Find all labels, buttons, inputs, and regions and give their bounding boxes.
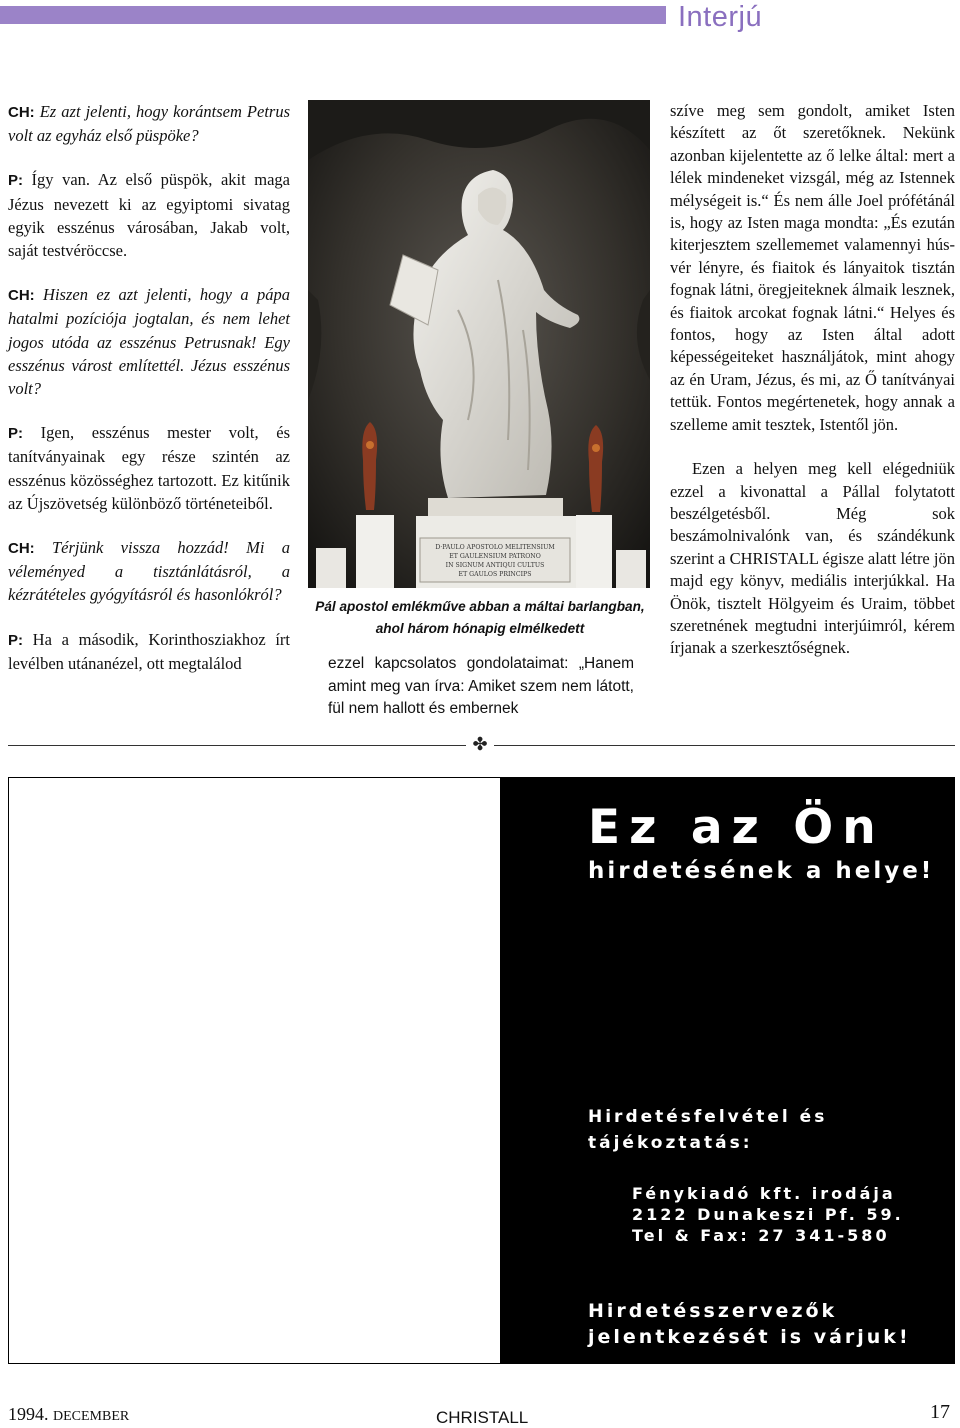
plaque-line: ET GAULOS PRINCIPS xyxy=(458,571,532,578)
plaque-line: ET GAULENSIUM PATRONO xyxy=(449,553,541,560)
ornament-icon: ✤ xyxy=(472,734,488,755)
paragraph-text: Hiszen ez azt jelenti, hogy a pápa hatalmi pozíciója jogtalan, és nem lehet jogos utóda az esszénus Petrusnak! Egy esszénus várost említettél. Jézus esszénus volt? xyxy=(8,285,290,399)
speaker-label: CH: xyxy=(8,104,35,121)
ad-closing: Hirdetésszervezők jelentkezését is várjuk! xyxy=(588,1300,911,1348)
statue-photo xyxy=(308,100,650,588)
interview-column-1 xyxy=(8,100,290,696)
interview-column-2-text: ezzel kapcsolatos gondolataimat: „Hanem amint meg van írva: Amiket szem nem látott, fül nem hallott és embernek xyxy=(328,655,634,717)
paragraph-text: Térjünk vissza hozzád! Mi a véleményed a tisztánlátásról, a kézrátételes gyógyításról és hasonlókról? xyxy=(8,538,290,605)
advertisement-panel xyxy=(500,778,955,1363)
paragraph-text: Ez azt jelenti, hogy korántsem Petrus volt az egyház első püspöke? xyxy=(8,102,290,146)
photo-caption: Pál apostol emlékműve abban a máltai barlangban, ahol három hónapig elmélkedett xyxy=(315,599,645,636)
page-number: 17 xyxy=(930,1401,950,1423)
column-paragraph: Ezen a helyen meg kell elégedniük ezzel a kivonattal a Pállal folytatott beszélgetésből. Még sok beszámolnivalónk van, és szándékunk szerint a CHRISTALL égisze alatt létre jön majd egy könyv, mediális interjúkkal. Ha Önök, tisztelt Hölgyeim és Uraim, többet szeretnének megtudni interjúimról, kérem írjanak a szerkesztőségnek. xyxy=(670,459,955,658)
address-line: Fénykiadó kft. irodája xyxy=(632,1184,896,1203)
ad-info-title: Hirdetésfelvétel és tájékoztatás: xyxy=(588,1107,828,1153)
question-paragraph xyxy=(8,283,290,400)
speaker-label: P: xyxy=(8,172,23,190)
plaque-line: IN SIGNUM ANTIQUI CULTUS xyxy=(445,562,545,569)
statue-illustration xyxy=(308,100,650,588)
paragraph-text: Igen, esszénus mester volt, és tanítványainak egy része szintén az esszénus közösséghez tartozott. Ez kitűnik az Újszövetség különböző történeteiből. xyxy=(8,423,290,513)
plaque-line: D·PAULO APOSTOLO MELITENSIUM xyxy=(435,544,555,551)
speaker-label: CH: xyxy=(8,287,35,305)
divider-left xyxy=(8,745,466,746)
speaker-label: P: xyxy=(8,425,23,443)
header-bar xyxy=(0,6,666,24)
interview-column-3 xyxy=(670,100,955,682)
answer-paragraph xyxy=(8,168,290,262)
answer-paragraph xyxy=(8,628,290,675)
speaker-label: P: xyxy=(8,631,23,649)
question-paragraph xyxy=(8,536,290,607)
footer-year: 1994. xyxy=(8,1404,49,1424)
section-title: Interjú xyxy=(678,1,763,33)
paragraph-text: Ha a második, Korinthosziakhoz írt levélben utánanézel, ott megtalálod xyxy=(8,629,290,673)
advertisement-box xyxy=(8,777,955,1364)
ad-address xyxy=(632,1183,904,1246)
ad-headline: Ez az Ön xyxy=(588,800,885,855)
speaker-label: CH: xyxy=(8,540,35,558)
address-line: Tel & Fax: 27 341-580 xyxy=(632,1226,890,1245)
column-paragraph: szíve meg sem gondolt, amiket Isten készített az őt szeretőknek. Nekünk azonban kijelentette az ő lelke által: mert a lélek mindeneket vizsgál, még az Istennek mélységeit is.“ És nem álle Joel prófétánál is, hogy az Isten maga mondta: „És ezután kiterjesztem szellememet valamennyi hús-vér lényre, és fiaitok és lányaitok tisztán fognak látni, öregjeiteknek álmaik lesznek, és fiaitok arcokat fognak látni.“ Helyes és fontos, hogy az Isten által adott képességeiteket használjátok, mint ahogy az én Uram, Jézus, és mi, az Ő tanítványai tettük. Fontos megértenetek, hogy annak a szelleme amit tesztek, Istentől jön. xyxy=(670,101,955,434)
address-line: 2122 Dunakeszi Pf. 59. xyxy=(632,1205,904,1224)
footer-date xyxy=(8,1404,129,1425)
footer-magazine: CHRISTALL xyxy=(436,1408,529,1427)
ad-subhead: hirdetésének a helye! xyxy=(588,858,935,884)
paragraph-text: Így van. Az első püspök, akit maga Jézus nevezett ki az egyiptomi sivatag egyik esszénus városában, Jakab volt, saját testvéröccse. xyxy=(8,170,290,261)
footer-month: DECEMBER xyxy=(53,1409,130,1424)
answer-paragraph xyxy=(8,421,290,515)
question-paragraph xyxy=(8,100,290,147)
divider-right xyxy=(494,745,955,746)
